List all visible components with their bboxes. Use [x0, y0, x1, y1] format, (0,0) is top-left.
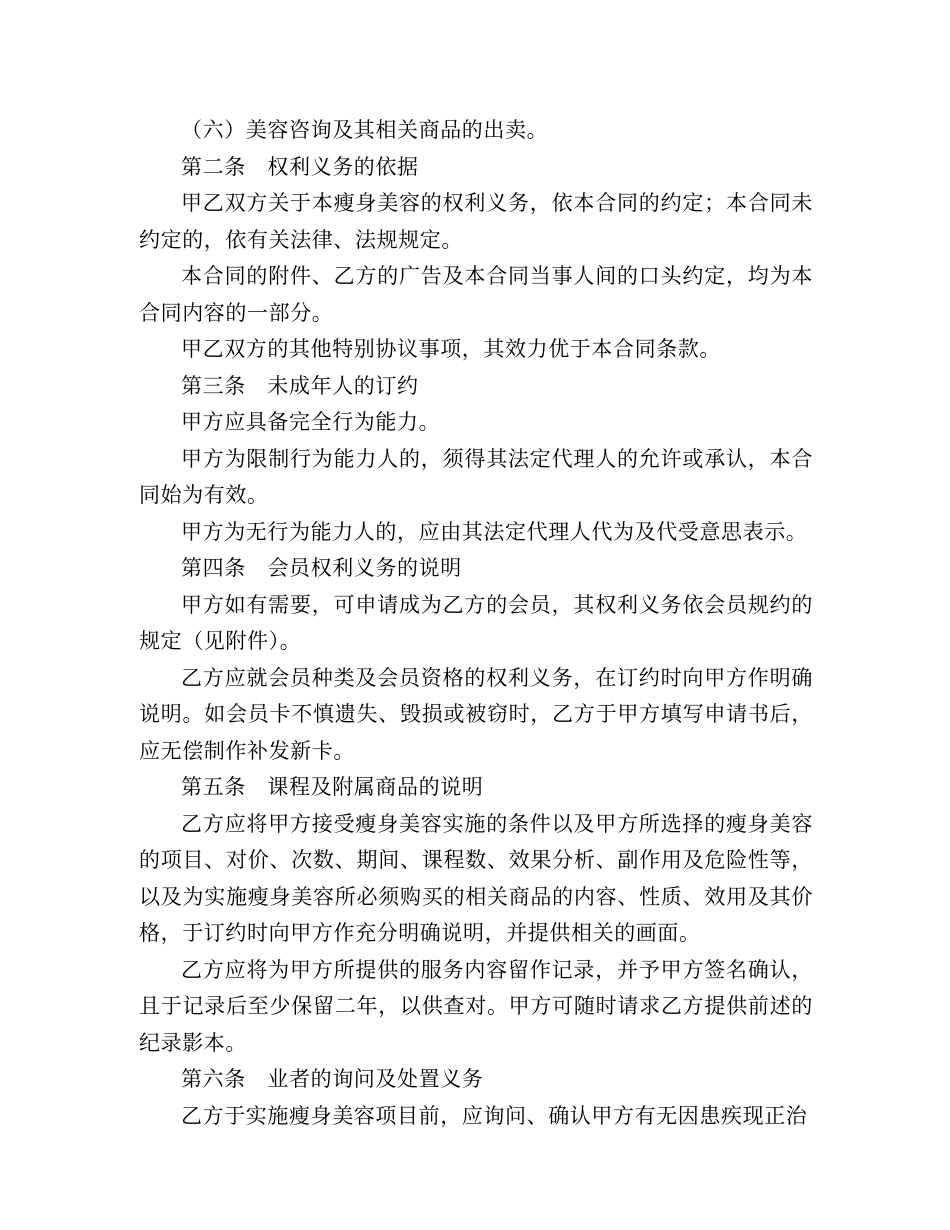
article-5-paragraph-2: 乙方应将为甲方所提供的服务内容留作记录，并予甲方签名确认，且于记录后至少保留二年，以供查对。甲方可随时请求乙方提供前述的纪录影本。	[139, 957, 813, 1055]
article-3-paragraph-2: 甲方为限制行为能力人的，须得其法定代理人的允许或承认，本合同始为有效。	[139, 446, 813, 507]
article-6-heading: 第六条 业者的询问及处置义务	[181, 1067, 484, 1091]
article-2-paragraph-3: 甲乙双方的其他特别协议事项，其效力优于本合同条款。	[181, 337, 721, 361]
article-5-paragraph-1: 乙方应将甲方接受瘦身美容实施的条件以及甲方所选择的瘦身美容的项目、对价、次数、期间、课程数、效果分析、副作用及危险性等，以及为实施瘦身美容所必须购买的相关商品的内容、性质、效用及其价格，于订约时向甲方作充分明确说明，并提供相关的画面。	[139, 811, 813, 945]
article-3-heading: 第三条 未成年人的订约	[181, 373, 419, 398]
article-4-paragraph-1: 甲方如有需要，可申请成为乙方的会员，其权利义务依会员规约的规定（见附件）。	[139, 592, 813, 653]
article-2-paragraph-2: 本合同的附件、乙方的广告及本合同当事人间的口头约定，均为本合同内容的一部分。	[139, 264, 813, 325]
article-4-paragraph-2: 乙方应就会员种类及会员资格的权利义务，在订约时向甲方作明确说明。如会员卡不慎遗失、毁损或被窃时，乙方于甲方填写申请书后，应无偿制作补发新卡。	[139, 665, 813, 763]
article-4-heading: 第四条 会员权利义务的说明	[181, 556, 462, 580]
document-body	[139, 112, 813, 1134]
article-3-paragraph-1: 甲方应具备完全行为能力。	[181, 410, 441, 434]
article-5-heading: 第五条 课程及附属商品的说明	[181, 775, 484, 799]
article-3-paragraph-3: 甲方为无行为能力人的，应由其法定代理人代为及代受意思表示。	[181, 519, 808, 544]
article-2-paragraph-1: 甲乙双方关于本瘦身美容的权利义务，依本合同的约定；本合同未约定的，依有关法律、法规规定。	[139, 191, 813, 252]
article-2-heading: 第二条 权利义务的依据	[181, 154, 419, 179]
paragraph-item-6: （六）美容咨询及其相关商品的出卖。	[181, 118, 549, 142]
article-6-paragraph-1: 乙方于实施瘦身美容项目前，应询问、确认甲方有无因患疾现正治	[181, 1103, 808, 1128]
